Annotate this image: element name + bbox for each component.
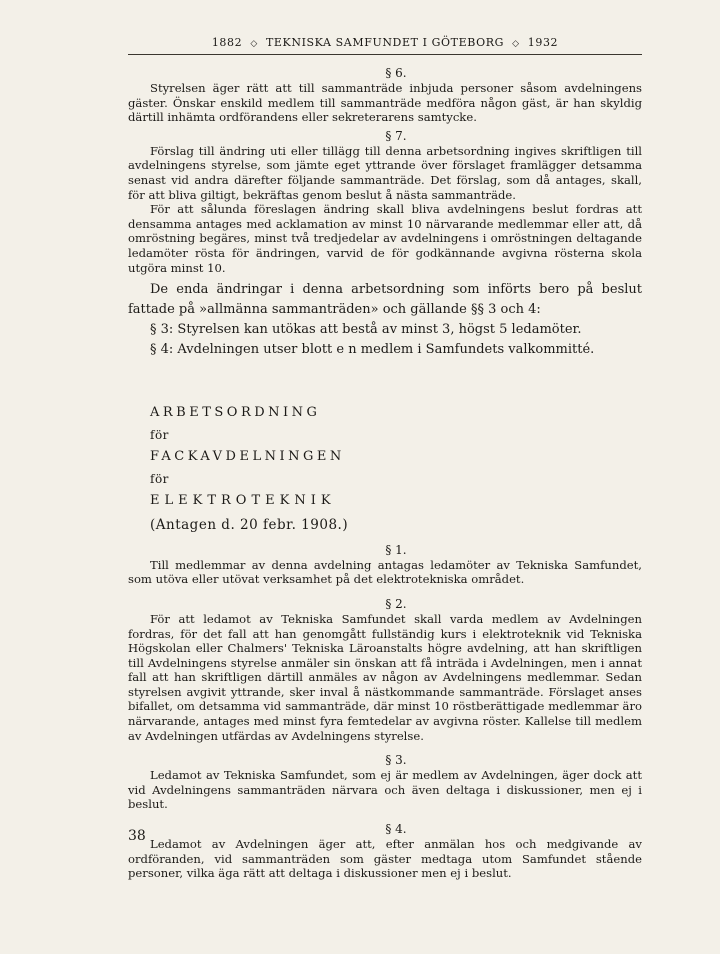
page-content	[128, 66, 642, 881]
section-heading: § 4.	[385, 822, 407, 837]
running-header	[128, 36, 642, 55]
page-number: 38	[128, 828, 146, 844]
document-title-block	[128, 402, 642, 533]
title-line: ARBETSORDNING	[150, 405, 321, 421]
title-line: FACKAVDELNINGEN	[150, 449, 345, 465]
section-paragraph: För att ledamot av Tekniska Samfundet skall varda medlem av Avdelningen fordras, för det fall att han genomgått fullständig kurs i elektroteknik vid Tekniska Högskolan eller Chalmers' Tekniska Läroanstalts högre avdelning, att han skriftligen till Avdelningens styrelse anmäler sin önskan att få inträda i Avdelningen, men i annat fall att han skriftligen därtill anmäles av någon av Avdelningens medlemmar. Sedan styrelsen avgivit yttrande, sker inval å nästkommande sammanträde. Förslaget anses bifallet, om detsamma vid sammanträde, där minst 10 röstberättigade medlemmar äro närvarande, antages med minst fyra femtedelar av avgivna röster. Kallelse till medlem av Avdelningen utfärdas av Avdelningens styrelse.	[128, 611, 642, 743]
amendment-item: § 4: Avdelningen utser blott e n medlem i Samfundets valkommitté.	[150, 342, 595, 358]
title-for: för	[150, 472, 169, 487]
amendment-note	[128, 280, 642, 360]
amendment-item: § 3: Styrelsen kan utökas att bestå av minst 3, högst 5 ledamöter.	[150, 322, 582, 338]
section-paragraph: Till medlemmar av denna avdelning antagas ledamöter av Tekniska Samfundet, som utöva eller utövat verksamhet på det elektrotekniska området.	[128, 557, 642, 587]
title-line: ELEKTROTEKNIK	[150, 493, 336, 509]
section-paragraph: Styrelsen äger rätt att till sammanträde inbjuda personer såsom avdelningens gäster. Önskar enskild medlem till sammanträde medföra någon gäst, är han skyldig därtill inhämta ordförandens eller sekreterarens samtycke.	[128, 81, 642, 125]
section-heading: § 6.	[385, 66, 407, 80]
section-heading: § 2.	[385, 596, 407, 611]
section-paragraph: Ledamot av Avdelningen äger att, efter anmälan hos och medgivande av ordföranden, vid sammanträden som gäster medtaga utom Samfundet stående personer, vilka äga rätt att deltaga i diskussioner men ej i beslut.	[128, 837, 642, 881]
header-ornament-icon: ◇	[250, 39, 258, 49]
section-heading: § 3.	[385, 753, 407, 768]
amendment-intro: De enda ändringar i denna arbetsordning som införts bero på beslut fattade på »allmänna sammanträden» och gällande §§ 3 och 4:	[128, 282, 642, 318]
header-year-start: 1882	[211, 36, 243, 49]
section-paragraph: För att sålunda föreslagen ändring skall bliva avdelningens beslut fordras att densamma antages med acklamation av minst 10 närvarande medlemmar eller att, då omröstning begäres, minst två tredjedelar av avdelningens i omröstningen deltagande ledamöter rösta för ändringen, varvid de för godkännande avgivna rösterna skola utgöra minst 10.	[128, 202, 642, 275]
section-heading: § 1.	[385, 542, 407, 557]
header-title: TEKNISKA SAMFUNDET I GÖTEBORG	[265, 36, 505, 49]
title-for: för	[150, 428, 169, 443]
section-heading: § 7.	[385, 128, 407, 143]
section-paragraph: Ledamot av Tekniska Samfundet, som ej är medlem av Avdelningen, äger dock att vid Avdelningens sammanträden närvara och även deltaga i diskussioner, men ej i beslut.	[128, 768, 642, 812]
header-ornament-icon: ◇	[512, 39, 520, 49]
section-paragraph: Förslag till ändring uti eller tillägg till denna arbetsordning ingives skriftligen till avdelningens styrelse, som jämte eget yttrande över förslaget framlägger detsamma senast vid andra därefter följande sammanträde. Det förslag, som då antages, skall, för att bliva giltigt, bekräftas genom beslut å nästa sammanträde.	[128, 143, 642, 202]
header-year-end: 1932	[527, 36, 559, 49]
adoption-date: (Antagen d. 20 febr. 1908.)	[150, 517, 349, 534]
